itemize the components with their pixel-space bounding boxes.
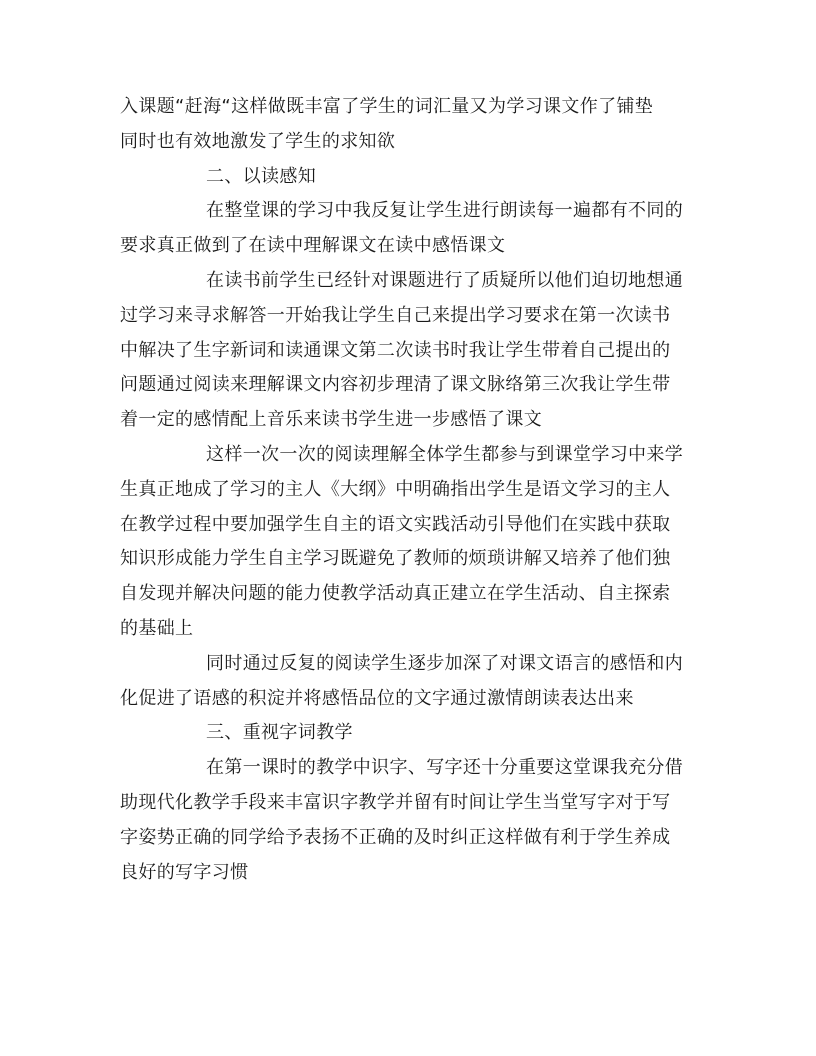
text-line: 助现代化教学手段来丰富识字教学并留有时间让学生当堂写字对于写: [120, 791, 671, 813]
text-line: 着一定的感情配上音乐来读书学生进一步感悟了课文: [120, 409, 543, 431]
text-line: 过学习来寻求解答一开始我让学生自己来提出学习要求在第一次读书: [120, 304, 671, 326]
paragraph-first-line: 在读书前学生已经针对课题进行了质疑所以他们迫切地想通: [206, 269, 684, 291]
text-line: 字姿势正确的同学给予表扬不正确的及时纠正这样做有利于学生养成: [120, 826, 671, 848]
paragraph-first-line: 这样一次一次的阅读理解全体学生都参与到课堂学习中来学: [206, 443, 684, 465]
text-line: 中解决了生字新词和读通课文第二次读书时我让学生带着自己提出的: [120, 339, 671, 361]
paragraph-first-line: 在第一课时的教学中识字、写字还十分重要这堂课我充分借: [206, 757, 684, 779]
text-line: 入课题“赶海“这样做既丰富了学生的词汇量又为学习课文作了铺垫: [120, 96, 654, 117]
text-line: 化促进了语感的积淀并将感悟品位的文字通过激情朗读表达出来: [120, 687, 634, 709]
text-line: 生真正地成了学习的主人《大纲》中明确指出学生是语文学习的主人: [120, 478, 671, 500]
text-line: 要求真正做到了在读中理解课文在读中感悟课文: [120, 235, 506, 257]
text-line: 自发现并解决问题的能力使教学活动真正建立在学生活动、自主探索: [120, 583, 671, 605]
paragraph-first-line: 同时通过反复的阅读学生逐步加深了对课文语言的感悟和内: [206, 652, 684, 674]
text-line: 问题通过阅读来理解课文内容初步理清了课文脉络第三次我让学生带: [120, 374, 671, 396]
paragraph-first-line: 三、重视字词教学: [206, 722, 353, 744]
text-line: 良好的写字习惯: [120, 861, 249, 883]
text-line: 在教学过程中要加强学生自主的语文实践活动引导他们在实践中获取: [120, 513, 671, 535]
paragraph-first-line: 在整堂课的学习中我反复让学生进行朗读每一遍都有不同的: [206, 200, 684, 222]
document-body: [120, 90, 700, 890]
text-line: 同时也有效地激发了学生的求知欲: [120, 130, 396, 152]
text-line: 的基础上: [120, 617, 194, 639]
paragraph-first-line: 二、以读感知: [206, 165, 317, 187]
text-line: 知识形成能力学生自主学习既避免了教师的烦琐讲解又培养了他们独: [120, 548, 671, 570]
